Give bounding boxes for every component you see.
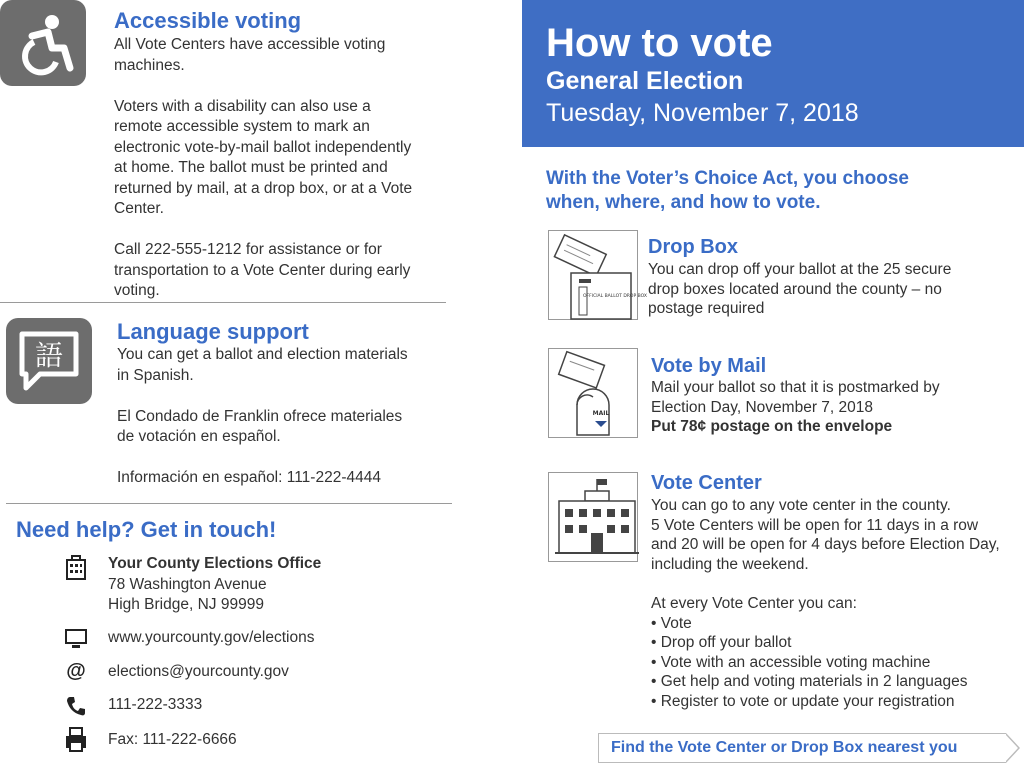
- list-item: • Drop off your ballot: [651, 634, 792, 652]
- wheelchair-icon: [0, 0, 86, 86]
- drop-box-title: Drop Box: [648, 236, 738, 258]
- language-support-title: Language support: [117, 319, 309, 344]
- vote-center-text-1: You can go to any vote center in the county.: [651, 497, 951, 514]
- website-link[interactable]: www.yourcounty.gov/elections: [108, 629, 315, 646]
- list-item: • Register to vote or update your registration: [651, 692, 955, 710]
- fax-icon: [62, 726, 90, 754]
- fax-number: Fax: 111-222-6666: [108, 731, 237, 748]
- language-support-text: [117, 345, 417, 489]
- office-address-2: High Bridge, NJ 99999: [108, 596, 264, 613]
- arrow-right-icon-inner: [1005, 734, 1018, 762]
- vote-center-list: [651, 614, 1006, 712]
- language-p2: El Condado de Franklin ofrece materiales de votación en español.: [117, 407, 403, 445]
- at-sign-icon: @: [66, 659, 86, 682]
- divider-1: [0, 302, 446, 303]
- email-link[interactable]: elections@yourcounty.gov: [108, 663, 289, 680]
- drop-box-icon: [548, 230, 647, 320]
- contact-fax: [62, 726, 237, 754]
- language-speech-icon: [6, 318, 92, 404]
- find-nearest-banner[interactable]: Find the Vote Center or Drop Box nearest you: [598, 733, 1006, 763]
- election-date: Tuesday, November 7, 2018: [546, 99, 859, 127]
- contact-phone: [62, 692, 203, 720]
- contact-office: [62, 554, 322, 613]
- page-header: [522, 0, 1024, 147]
- list-item: • Vote: [651, 614, 692, 632]
- vote-by-mail-text: Mail your ballot so that it is postmarked by Election Day, November 7, 2018: [651, 379, 940, 416]
- phone-icon: [62, 692, 90, 720]
- office-address-1: 78 Washington Avenue: [108, 575, 267, 593]
- vote-by-mail-title: Vote by Mail: [651, 355, 767, 377]
- mailbox-label: MAIL: [592, 410, 610, 417]
- accessible-voting-p3: Call 222-555-1212 for assistance or for transportation to a Vote Center during early voting.: [114, 241, 411, 299]
- vote-center-text-3: At every Vote Center you can:: [651, 594, 857, 612]
- language-p3: Información en español: 111-222-4444: [117, 469, 381, 486]
- divider-2: [6, 503, 452, 504]
- list-item: • Vote with an accessible voting machine: [651, 653, 931, 671]
- language-p1: You can get a ballot and election materials in Spanish.: [117, 346, 408, 384]
- accessible-voting-text: [114, 35, 419, 302]
- building-icon: [62, 554, 90, 582]
- mailbox-icon: [548, 348, 638, 438]
- list-item: • Get help and voting materials in 2 languages: [651, 673, 968, 691]
- vote-center-building-icon: [548, 472, 638, 562]
- need-help-title: Need help? Get in touch!: [16, 517, 277, 542]
- accessible-voting-p2: Voters with a disability can also use a remote accessible system to mark an electronic vote-by-mail ballot independently at home. The ballot must be printed and returned by mail, at a drop box, or at a Vote Center.: [114, 97, 413, 217]
- contact-email: [62, 657, 289, 685]
- vote-center-text-2: 5 Vote Centers will be open for 11 days in a row and 20 will be open for 4 days before Election Day, including the weekend.: [651, 516, 1000, 573]
- monitor-icon: [62, 625, 90, 653]
- contact-website: [62, 625, 315, 653]
- phone-number[interactable]: 111-222-3333: [108, 696, 203, 713]
- page-title: How to vote: [546, 21, 773, 65]
- vote-center-title: Vote Center: [651, 472, 762, 494]
- office-name: Your County Elections Office: [108, 555, 322, 572]
- accessible-voting-p1: All Vote Centers have accessible voting machines.: [114, 36, 386, 74]
- accessible-voting-title: Accessible voting: [114, 8, 302, 33]
- page-subtitle: General Election: [546, 67, 744, 95]
- postage-note: Put 78¢ postage on the envelope: [651, 418, 893, 436]
- intro-text: With the Voter’s Choice Act, you choose when, where, and how to vote.: [546, 168, 909, 213]
- drop-box-text: You can drop off your ballot at the 25 secure drop boxes located around the county – no postage required: [648, 261, 952, 318]
- drop-box-label: OFFICIAL BALLOT DROP BOX: [583, 294, 647, 299]
- language-glyph: 語: [34, 339, 64, 372]
